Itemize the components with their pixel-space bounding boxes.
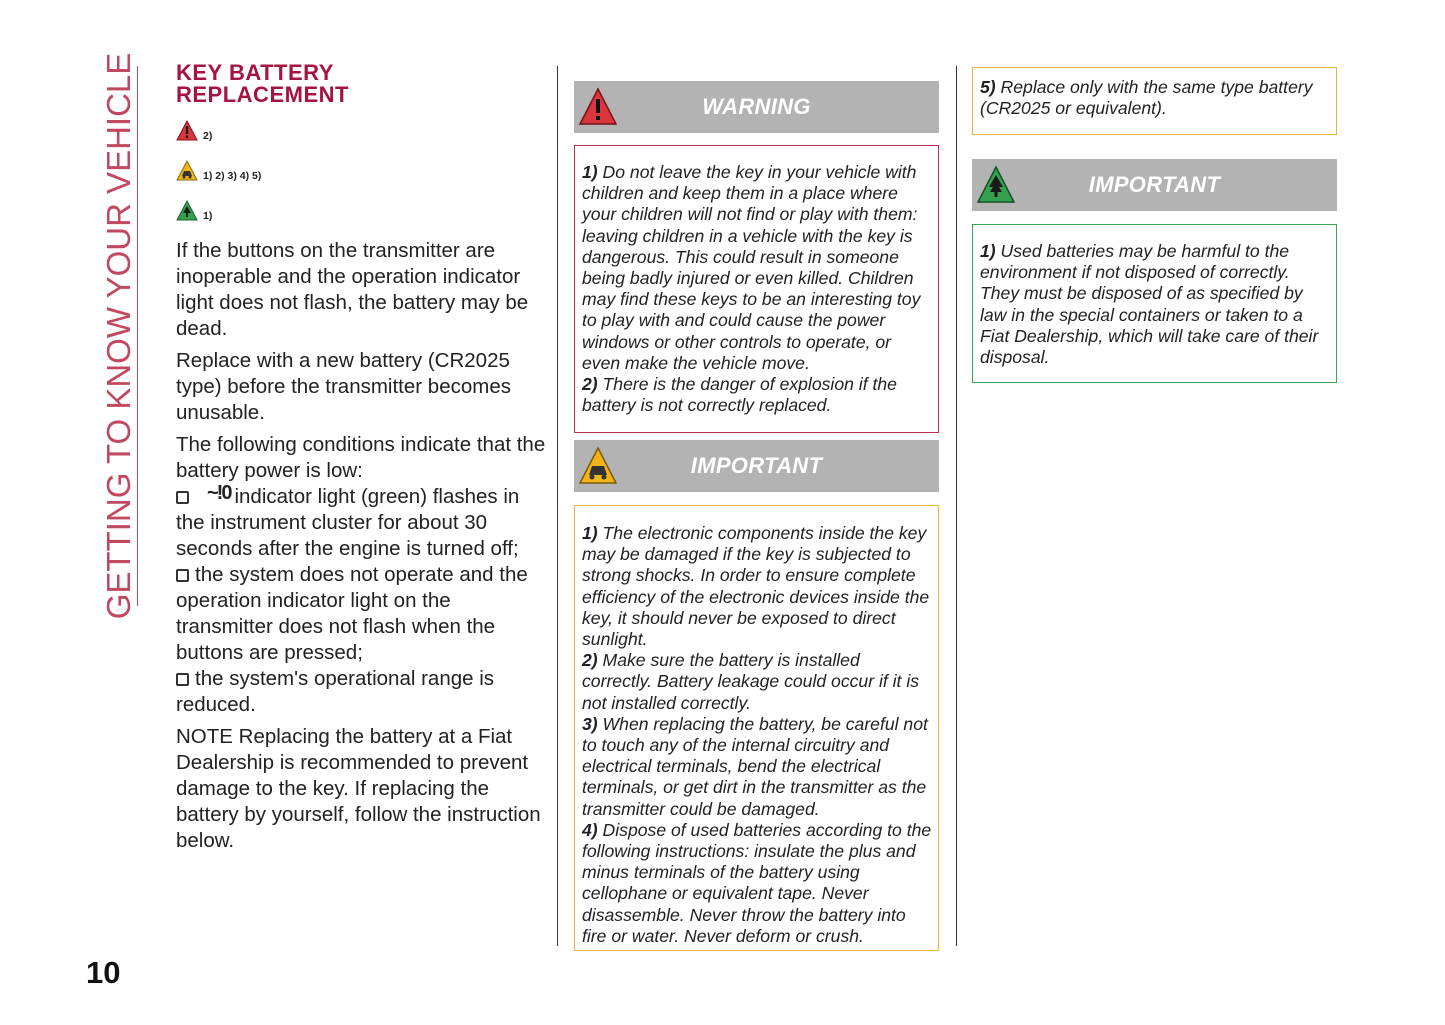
environment-icon [176,200,198,222]
section-title-text: GETTING TO KNOW YOUR VEHICLE [100,52,137,620]
environment-refs: 1) [203,210,213,222]
important-box [574,505,939,951]
heading-line-2: REPLACEMENT [176,82,349,107]
important-title: IMPORTANT [690,453,823,478]
paragraph-2: Replace with a new battery (CR2025 type) before the transmitter becomes unusable. [176,349,511,424]
main-column [176,62,546,860]
important-box-continued [972,67,1337,135]
important-item: 2) Make sure the battery is installed correctly. Battery leakage could occur if it is not installed correctly. [582,650,920,713]
warning-refs: 2) [203,130,213,142]
heading-line-1: KEY BATTERY [176,60,334,85]
warning-title: WARNING [702,94,811,119]
important-symbol-row [176,160,546,182]
body-text [176,238,546,854]
section-side-title [100,52,138,620]
column-divider-1 [557,66,558,946]
bullet-2-text: the system does not operate and the operation indicator light on the transmitter does not flash when the buttons are pressed; [176,563,528,664]
important-item: 4) Dispose of used batteries according to the following instructions: insulate the plus and minus terminals of the battery using cellophane or equivalent tape. Never disassemble. Never throw the battery into fire or water. Never deform or crush. [582,819,932,946]
bullet-icon [176,673,189,686]
important-item: 5) Replace only with the same type battery (CR2025 or equivalent). [980,77,1313,119]
warning-symbol-row [176,120,546,142]
important-icon [176,160,198,182]
paragraph-3 [176,432,546,718]
warning-box [574,145,939,433]
important-refs: 1) 2) 3) 4) 5) [203,170,262,182]
environment-symbol-row [176,200,546,222]
bullet-1-text: indicator light (green) flashes in the instrument cluster for about 30 seconds after the engine is turned off; [176,485,520,560]
column-divider-2 [956,66,957,946]
warning-item: 1) Do not leave the key in your vehicle with children and keep them in a place where your children will not find or play with them: leaving children in a vehicle with the key is dangerous. This could result in someone being badly injured or even killed. Children may find these keys to be an interesting toy to play with and could cause the power windows or other controls to operate, or even make the vehicle move. [582,162,921,373]
important-header [574,440,939,492]
warning-item: 2) There is the danger of explosion if the battery is not correctly replaced. [582,374,897,416]
page-number: 10 [86,955,121,990]
paragraph-3-text: The following conditions indicate that the battery power is low: [176,433,546,482]
paragraph-1: If the buttons on the transmitter are inoperable and the operation indicator light does not flash, the battery may be dead. [176,239,529,340]
environment-item: 1) Used batteries may be harmful to the environment if not disposed of correctly. They must be disposed of as specified by law in the special containers or taken to a Fiat Dealership, which will take care of their disposal. [980,241,1319,368]
note-paragraph: NOTE Replacing the battery at a Fiat Dealership is recommended to prevent damage to the key. If replacing the battery by yourself, follow the instruction below. [176,725,541,852]
environment-title: IMPORTANT [1088,172,1221,197]
important-item: 3) When replacing the battery, be careful not to touch any of the internal circuitry and electrical terminals, bend the electrical terminals, or get dirt in the transmitter as the transmitter could be damaged. [582,713,928,819]
environment-box [972,224,1337,383]
side-title-rule [137,66,138,606]
important-item: 1) The electronic components inside the key may be damaged if the key is subjected to strong shocks. In order to ensure complete efficiency of the electronic devices inside the key, it should never be exposed to direct sunlight. [582,523,930,650]
key-indicator-icon: ~!0 [207,482,231,504]
bullet-icon [176,491,189,504]
bullet-icon [176,569,189,582]
bullet-3-text: the system's operational range is reduced. [176,667,495,716]
environment-header [972,159,1337,211]
warning-header [574,81,939,133]
warning-icon [176,120,198,142]
page-heading [176,62,546,106]
